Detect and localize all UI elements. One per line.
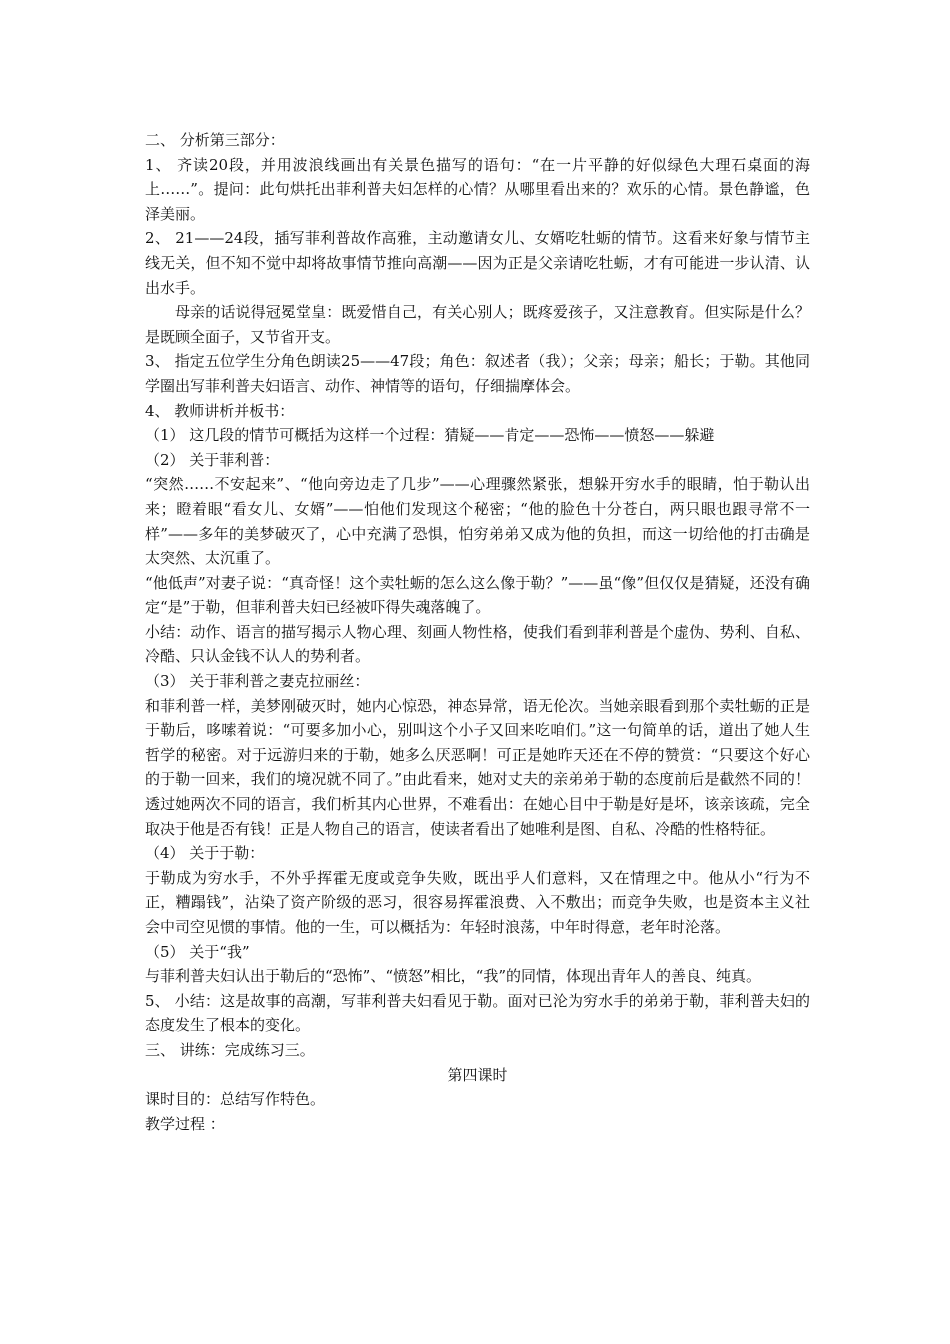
jules-paragraph: 于勒成为穷水手，不外乎挥霍无度或竞争失败，既出乎人们意料，又在情理之中。他从小“行为不正，糟蹋钱”，沾染了资产阶级的恶习，很容易挥霍浪费、入不敷出；而竞争失败，也是资本主义社会中司空见惯的事情。他的一生，可以概括为：年轻时浪荡，中年时得意，老年时沦落。 [145, 868, 810, 936]
sub-item-2: （2） 关于菲利普： [145, 450, 280, 469]
list-item-4: 4、 教师讲析并板书： [145, 401, 295, 420]
narrator-paragraph: 与菲利普夫妇认出于勒后的“恐怖”、“愤怒”相比，“我”的同情，体现出青年人的善良、纯真。 [145, 967, 762, 986]
sub-item-5: （5） 关于“我” [145, 942, 250, 961]
lesson-title: 第四课时 [447, 1065, 508, 1084]
list-item-2: 2、 21——24段，插写菲利普故作高雅，主动邀请女儿、女婿吃牡蛎的情节。这看来好象与情节主线无关，但不知不觉中却将故事情节推向高潮——因为正是父亲请吃牡蛎，才有可能进一步认清、认出水手。 [145, 229, 810, 297]
section-heading: 二、 分析第三部分： [145, 131, 285, 149]
philip-paragraph-b: “他低声”对妻子说：“真奇怪！这个卖牡蛎的怎么这么像于勒？”——虽“像”但仅仅是猜疑，还没有确定“是”于勒，但菲利普夫妇已经被吓得失魂落魄了。 [145, 573, 810, 617]
clarisse-paragraph: 和菲利普一样，美梦刚破灭时，她内心惊恐，神态异常，语无伦次。当她亲眼看到那个卖牡蛎的正是于勒后，哆嗦着说：“可要多加小心，别叫这个小子又回来吃咱们。”这一句简单的话，道出了她人生哲学的秘密。对于远游归来的于勒，她多么厌恶啊！可正是她昨天还在不停的赞赏：“只要这个好心的于勒一回来，我们的境况就不同了。”由此看来，她对丈夫的亲弟弟于勒的态度前后是截然不同的！透过她两次不同的语言，我们析其内心世界，不难看出：在她心目中于勒是好是坏，该亲该疏，完全取决于他是否有钱！正是人物自己的语言，使读者看出了她唯利是图、自私、冷酷的性格特征。 [145, 696, 810, 838]
mother-paragraph: 母亲的话说得冠冕堂皇：既爱惜自己，有关心别人；既疼爱孩子，又注意教育。但实际是什么？是既顾全面子，又节省开支。 [145, 303, 810, 346]
section-3-heading: 三、 讲练：完成练习三。 [145, 1040, 315, 1059]
list-item-5: 5、 小结：这是故事的高潮，写菲利普夫妇看见于勒。面对已沦为穷水手的弟弟于勒，菲利普夫妇的态度发生了根本的变化。 [145, 991, 810, 1035]
sub-item-4: （4） 关于于勒： [145, 844, 265, 863]
list-item-1: 1、 齐读20段，并用波浪线画出有关景色描写的语句：“在一片平静的好似绿色大理石桌面的海上……”。提问：此句烘托出菲利普夫妇怎样的心情？从哪里看出来的？欢乐的心情。景色静谧，色泽美丽。 [145, 155, 810, 223]
lesson-process: 教学过程 ： [145, 1114, 225, 1133]
sub-item-1: （1） 这几段的情节可概括为这样一个过程：猜疑——肯定——恐怖——愤怒——躲避 [145, 426, 715, 445]
sub-item-3: （3） 关于菲利普之妻克拉丽丝： [145, 672, 370, 691]
list-item-3: 3、 指定五位学生分角色朗读25——47段；角色：叙述者（我）；父亲；母亲；船长；于勒。其他同学圈出写菲利普夫妇语言、动作、神情等的语句，仔细揣摩体会。 [145, 352, 810, 395]
philip-summary: 小结：动作、语言的描写揭示人物心理、刻画人物性格，使我们看到菲利普是个虚伪、势利、自私、冷酷、只认金钱不认人的势利者。 [145, 622, 810, 666]
philip-paragraph-a: “突然……不安起来”、“他向旁边走了几步”——心理骤然紧张，想躲开穷水手的眼睛，怕于勒认出来；瞪着眼“看女儿、女婿”——怕他们发现这个秘密；“他的脸色十分苍白，两只眼也跟寻常不一样”——多年的美梦破灭了，心中充满了恐惧，怕穷弟弟又成为他的负担，而这一切给他的打击确是太突然、太沉重了。 [145, 475, 810, 568]
document-page [145, 128, 810, 1136]
lesson-goal: 课时目的：总结写作特色。 [145, 1090, 326, 1109]
